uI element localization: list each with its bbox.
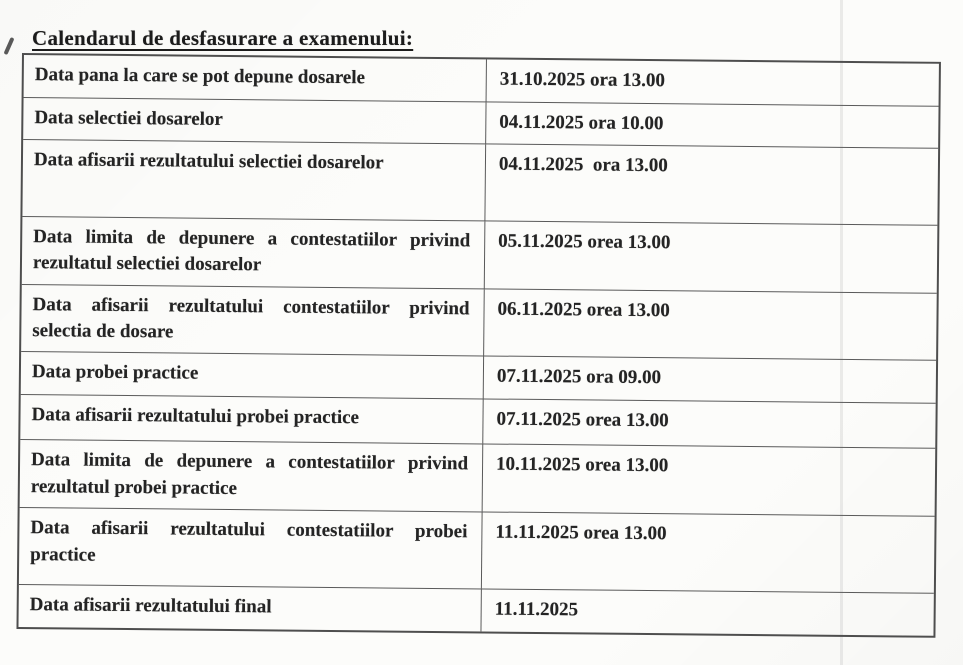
row-value: 04.11.2025 ora 13.00 <box>498 153 668 177</box>
page-title: Calendarul de desfasurare a examenului: <box>32 26 414 51</box>
row-label: Data limita de depunere a contestatiilor privind rezultatul selectiei dosarelor <box>22 217 486 288</box>
row-label: Data selectiei dosarelor <box>23 98 486 143</box>
table-row <box>21 285 937 361</box>
table-row <box>19 508 935 594</box>
row-value: 11.11.2025 <box>494 599 579 621</box>
row-label: Data afisarii rezultatului selectiei dosarelor <box>22 140 486 220</box>
row-value: 07.11.2025 ora 09.00 <box>496 366 662 389</box>
row-label: Data afisarii rezultatului final <box>18 585 481 631</box>
row-label: Data pana la care se pot depune dosarele <box>24 55 487 101</box>
row-label: Data probei practice <box>21 352 484 398</box>
table-row <box>20 440 936 517</box>
smudge-mark <box>4 37 15 55</box>
row-value: 04.11.2025 ora 10.00 <box>499 111 664 135</box>
row-label: Data limita de depunere a contestatiilor privind rezultatul probei practice <box>20 440 484 511</box>
table-row <box>22 140 938 226</box>
table-row <box>18 585 933 636</box>
row-label: Data afisarii rezultatului probei practice <box>20 395 483 443</box>
row-value: 07.11.2025 orea 13.00 <box>496 409 669 432</box>
row-value: 11.11.2025 orea 13.00 <box>495 522 667 545</box>
exam-calendar-table <box>16 53 940 638</box>
row-label: Data afisarii rezultatului contestatiilor probei practice <box>19 508 483 588</box>
row-label: Data afisarii rezultatului contestatiilor privind selectia de dosare <box>21 285 485 356</box>
row-value: 10.11.2025 orea 13.00 <box>495 454 669 477</box>
row-value: 06.11.2025 orea 13.00 <box>497 298 670 322</box>
row-value: 05.11.2025 orea 13.00 <box>498 230 671 254</box>
row-value: 31.10.2025 ora 13.00 <box>499 68 666 92</box>
table-row <box>22 217 938 294</box>
